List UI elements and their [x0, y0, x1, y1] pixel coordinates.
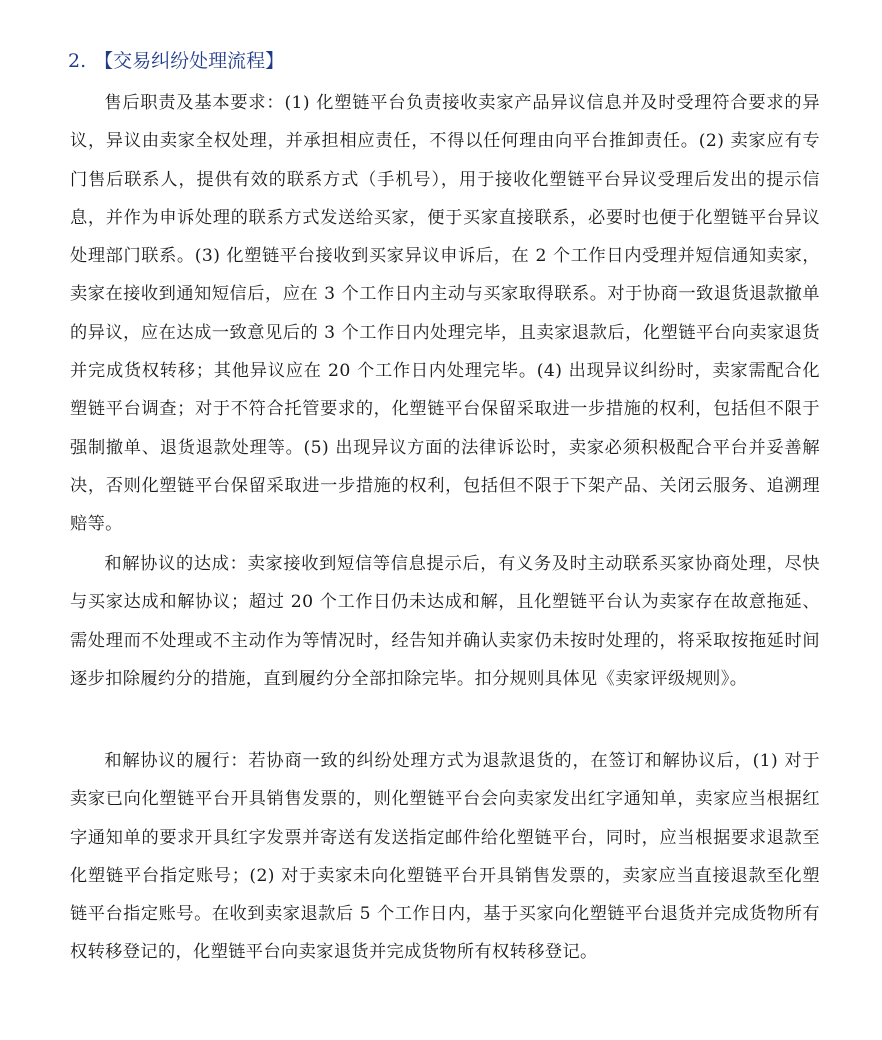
section-number: 2.: [68, 50, 87, 72]
paragraph-settlement-agreement: 和解协议的达成：卖家接收到短信等信息提示后，有义务及时主动联系买家协商处理，尽快与买家达成和解协议；超过 20 个工作日仍未达成和解，且化塑链平台认为卖家存在故意拖延、需处理而不处理或不主动作为等情况时，经告知并确认卖家仍未按时处理的，将采取按拖延时间逐步扣除履约分的措施，直到履约分全部扣除完毕。扣分规则具体见《卖家评级规则》。: [70, 554, 820, 689]
section-title: 【交易纠纷处理流程】: [94, 50, 285, 72]
paragraph-after-sales-duties: 售后职责及基本要求：(1) 化塑链平台负责接收卖家产品异议信息并及时受理符合要求的异议，异议由卖家全权处理，并承担相应责任，不得以任何理由向平台推卸责任。(2) 卖家应有专门售后联系人，提供有效的联系方式（手机号），用于接收化塑链平台异议受理后发出的提示信息，并作为申诉处理的联系方式发送给买家，便于买家直接联系，必要时也便于化塑链平台异议处理部门联系。(3) 化塑链平台接收到买家异议申诉后，在 2 个工作日内受理并短信通知卖家，卖家在接收到通知短信后，应在 3 个工作日内主动与买家取得联系。对于协商一致退货退款撤单的异议，应在达成一致意见后的 3 个工作日内处理完毕，且卖家退款后，化塑链平台向卖家退货并完成货权转移；其他异议应在 20 个工作日内处理完毕。(4) 出现异议纠纷时，卖家需配合化塑链平台调查；对于不符合托管要求的，化塑链平台保留采取进一步措施的权利，包括但不限于强制撤单、退货退款处理等。(5) 出现异议方面的法律诉讼时，卖家必须积极配合平台并妥善解决，否则化塑链平台保留采取进一步措施的权利，包括但不限于下架产品、关闭云服务、追溯理赔等。: [70, 93, 820, 535]
section-heading: [68, 46, 284, 76]
paragraph-settlement-performance: 和解协议的履行：若协商一致的纠纷处理方式为退款退货的，在签订和解协议后，(1) 对于卖家已向化塑链平台开具销售发票的，则化塑链平台会向卖家发出红字通知单，卖家应当根据红字通知单的要求开具红字发票并寄送有发送指定邮件给化塑链平台，同时，应当根据要求退款至化塑链平台指定账号；(2) 对于卖家未向化塑链平台开具销售发票的，卖家应当直接退款至化塑链平台指定账号。在收到卖家退款后 5 个工作日内，基于买家向化塑链平台退货并完成货物所有权转移登记的，化塑链平台向卖家退货并完成货物所有权转移登记。: [70, 751, 820, 963]
